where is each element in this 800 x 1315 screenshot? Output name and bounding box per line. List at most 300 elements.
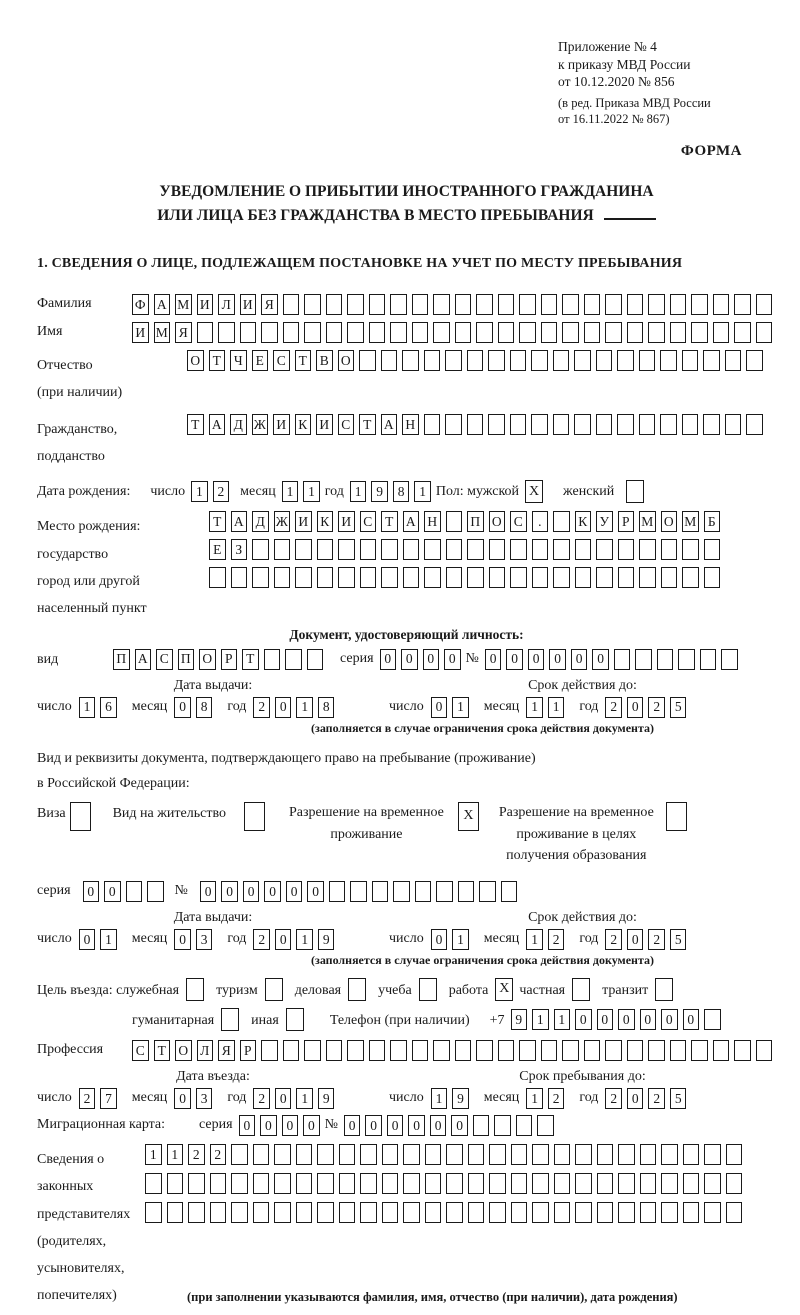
char-box[interactable]: 1 bbox=[526, 929, 543, 950]
char-box[interactable] bbox=[713, 1040, 730, 1061]
char-box[interactable] bbox=[510, 567, 527, 588]
char-box[interactable] bbox=[746, 414, 763, 435]
char-box[interactable] bbox=[455, 294, 472, 315]
char-box[interactable] bbox=[574, 414, 591, 435]
char-box[interactable] bbox=[627, 294, 644, 315]
char-box[interactable] bbox=[424, 414, 441, 435]
char-box[interactable] bbox=[403, 1144, 420, 1165]
char-box[interactable]: 7 bbox=[100, 1088, 117, 1109]
char-box[interactable] bbox=[682, 567, 699, 588]
char-box[interactable] bbox=[347, 322, 364, 343]
char-box[interactable]: 0 bbox=[104, 881, 121, 902]
char-box[interactable] bbox=[683, 1173, 700, 1194]
char-box[interactable]: С bbox=[338, 414, 355, 435]
char-box[interactable]: С bbox=[510, 511, 527, 532]
char-box[interactable]: Н bbox=[424, 511, 441, 532]
char-box[interactable] bbox=[468, 1202, 485, 1223]
char-box[interactable]: 0 bbox=[380, 649, 397, 670]
char-box[interactable] bbox=[746, 350, 763, 371]
char-box[interactable]: А bbox=[154, 294, 171, 315]
char-box[interactable]: 0 bbox=[423, 649, 440, 670]
char-box[interactable] bbox=[382, 1173, 399, 1194]
char-box[interactable] bbox=[296, 1144, 313, 1165]
char-box[interactable] bbox=[253, 1202, 270, 1223]
char-box[interactable]: 0 bbox=[275, 1088, 292, 1109]
char-box[interactable]: 9 bbox=[318, 1088, 335, 1109]
char-box[interactable] bbox=[596, 539, 613, 560]
char-box[interactable] bbox=[467, 350, 484, 371]
char-box[interactable]: Р bbox=[618, 511, 635, 532]
char-box[interactable] bbox=[605, 322, 622, 343]
char-box[interactable] bbox=[412, 322, 429, 343]
char-box[interactable]: Н bbox=[402, 414, 419, 435]
char-box[interactable]: П bbox=[178, 649, 195, 670]
char-box[interactable] bbox=[425, 1144, 442, 1165]
char-box[interactable] bbox=[424, 567, 441, 588]
char-box[interactable]: Е bbox=[209, 539, 226, 560]
char-box[interactable] bbox=[360, 539, 377, 560]
char-box[interactable]: 2 bbox=[548, 929, 565, 950]
char-box[interactable]: 0 bbox=[640, 1009, 657, 1030]
char-box[interactable] bbox=[274, 1202, 291, 1223]
char-box[interactable]: 1 bbox=[350, 481, 367, 502]
char-box[interactable] bbox=[476, 1040, 493, 1061]
char-box[interactable] bbox=[648, 294, 665, 315]
char-box[interactable]: 1 bbox=[296, 929, 313, 950]
char-box[interactable] bbox=[605, 294, 622, 315]
char-box[interactable] bbox=[519, 322, 536, 343]
char-box[interactable]: 2 bbox=[605, 929, 622, 950]
char-box[interactable] bbox=[253, 1144, 270, 1165]
char-box[interactable]: О bbox=[338, 350, 355, 371]
char-box[interactable] bbox=[562, 1040, 579, 1061]
char-box[interactable] bbox=[510, 350, 527, 371]
char-box[interactable] bbox=[390, 1040, 407, 1061]
char-box[interactable] bbox=[596, 414, 613, 435]
char-box[interactable] bbox=[326, 294, 343, 315]
char-box[interactable]: 8 bbox=[196, 697, 213, 718]
char-box[interactable]: С bbox=[156, 649, 173, 670]
char-box[interactable]: 0 bbox=[451, 1115, 468, 1136]
char-box[interactable] bbox=[501, 881, 518, 902]
char-box[interactable]: 1 bbox=[79, 697, 96, 718]
char-box[interactable]: Т bbox=[295, 350, 312, 371]
char-box[interactable] bbox=[369, 294, 386, 315]
char-box[interactable]: 2 bbox=[188, 1144, 205, 1165]
char-box[interactable]: 1 bbox=[282, 481, 299, 502]
char-box[interactable] bbox=[403, 1202, 420, 1223]
char-box[interactable]: 1 bbox=[532, 1009, 549, 1030]
char-box[interactable] bbox=[691, 294, 708, 315]
char-box[interactable] bbox=[307, 649, 324, 670]
visa-checkbox[interactable] bbox=[70, 802, 91, 831]
char-box[interactable]: О bbox=[661, 511, 678, 532]
char-box[interactable]: Ч bbox=[230, 350, 247, 371]
char-box[interactable] bbox=[721, 649, 738, 670]
char-box[interactable]: К bbox=[295, 414, 312, 435]
char-box[interactable] bbox=[703, 414, 720, 435]
char-box[interactable] bbox=[304, 1040, 321, 1061]
char-box[interactable] bbox=[402, 350, 419, 371]
char-box[interactable]: 0 bbox=[174, 697, 191, 718]
char-box[interactable] bbox=[240, 322, 257, 343]
char-box[interactable] bbox=[372, 881, 389, 902]
char-box[interactable] bbox=[360, 1173, 377, 1194]
char-box[interactable] bbox=[704, 539, 721, 560]
char-box[interactable] bbox=[145, 1202, 162, 1223]
char-box[interactable] bbox=[704, 1009, 721, 1030]
char-box[interactable] bbox=[734, 322, 751, 343]
char-box[interactable] bbox=[188, 1202, 205, 1223]
char-box[interactable] bbox=[382, 1202, 399, 1223]
char-box[interactable] bbox=[532, 1173, 549, 1194]
char-box[interactable] bbox=[304, 294, 321, 315]
char-box[interactable] bbox=[218, 322, 235, 343]
char-box[interactable] bbox=[575, 567, 592, 588]
purpose-business-checkbox[interactable] bbox=[348, 978, 366, 1001]
char-box[interactable] bbox=[575, 1202, 592, 1223]
char-box[interactable] bbox=[657, 649, 674, 670]
char-box[interactable] bbox=[446, 567, 463, 588]
char-box[interactable]: Т bbox=[187, 414, 204, 435]
char-box[interactable] bbox=[446, 511, 463, 532]
char-box[interactable] bbox=[734, 1040, 751, 1061]
char-box[interactable]: 9 bbox=[511, 1009, 528, 1030]
char-box[interactable] bbox=[661, 539, 678, 560]
char-box[interactable]: 1 bbox=[452, 697, 469, 718]
char-box[interactable]: 2 bbox=[253, 697, 270, 718]
purpose-tourism-checkbox[interactable] bbox=[265, 978, 283, 1001]
char-box[interactable] bbox=[575, 539, 592, 560]
char-box[interactable]: А bbox=[403, 511, 420, 532]
char-box[interactable] bbox=[537, 1115, 554, 1136]
char-box[interactable]: 0 bbox=[485, 649, 502, 670]
purpose-humanitarian-checkbox[interactable] bbox=[221, 1008, 239, 1031]
char-box[interactable] bbox=[467, 539, 484, 560]
char-box[interactable] bbox=[433, 322, 450, 343]
char-box[interactable] bbox=[145, 1173, 162, 1194]
char-box[interactable]: 1 bbox=[431, 1088, 448, 1109]
char-box[interactable] bbox=[317, 567, 334, 588]
char-box[interactable] bbox=[382, 1144, 399, 1165]
char-box[interactable]: 0 bbox=[174, 1088, 191, 1109]
char-box[interactable]: Д bbox=[230, 414, 247, 435]
char-box[interactable] bbox=[661, 1173, 678, 1194]
char-box[interactable]: 1 bbox=[191, 481, 208, 502]
char-box[interactable]: У bbox=[596, 511, 613, 532]
char-box[interactable] bbox=[283, 322, 300, 343]
char-box[interactable]: 0 bbox=[365, 1115, 382, 1136]
char-box[interactable]: О bbox=[489, 511, 506, 532]
char-box[interactable] bbox=[670, 294, 687, 315]
char-box[interactable]: 2 bbox=[648, 697, 665, 718]
char-box[interactable] bbox=[433, 1040, 450, 1061]
char-box[interactable]: А bbox=[135, 649, 152, 670]
char-box[interactable] bbox=[296, 1173, 313, 1194]
char-box[interactable] bbox=[683, 1202, 700, 1223]
char-box[interactable]: 0 bbox=[627, 1088, 644, 1109]
char-box[interactable] bbox=[574, 350, 591, 371]
char-box[interactable] bbox=[726, 1173, 743, 1194]
char-box[interactable] bbox=[618, 1202, 635, 1223]
char-box[interactable] bbox=[425, 1202, 442, 1223]
char-box[interactable] bbox=[639, 567, 656, 588]
char-box[interactable] bbox=[661, 1202, 678, 1223]
char-box[interactable] bbox=[339, 1144, 356, 1165]
char-box[interactable] bbox=[704, 1202, 721, 1223]
char-box[interactable]: 1 bbox=[167, 1144, 184, 1165]
char-box[interactable]: 1 bbox=[452, 929, 469, 950]
char-box[interactable]: 0 bbox=[307, 881, 324, 902]
char-box[interactable]: 2 bbox=[648, 929, 665, 950]
char-box[interactable] bbox=[713, 294, 730, 315]
char-box[interactable]: Ж bbox=[252, 414, 269, 435]
char-box[interactable] bbox=[640, 1173, 657, 1194]
char-box[interactable] bbox=[425, 1173, 442, 1194]
char-box[interactable]: Л bbox=[218, 294, 235, 315]
char-box[interactable] bbox=[516, 1115, 533, 1136]
char-box[interactable] bbox=[489, 567, 506, 588]
char-box[interactable]: 0 bbox=[282, 1115, 299, 1136]
char-box[interactable]: А bbox=[381, 414, 398, 435]
char-box[interactable]: 6 bbox=[100, 697, 117, 718]
char-box[interactable]: 8 bbox=[393, 481, 410, 502]
char-box[interactable] bbox=[424, 350, 441, 371]
char-box[interactable] bbox=[317, 1173, 334, 1194]
char-box[interactable] bbox=[584, 322, 601, 343]
char-box[interactable]: Я bbox=[175, 322, 192, 343]
char-box[interactable]: 1 bbox=[296, 1088, 313, 1109]
char-box[interactable] bbox=[489, 539, 506, 560]
char-box[interactable] bbox=[639, 350, 656, 371]
char-box[interactable] bbox=[467, 414, 484, 435]
char-box[interactable] bbox=[682, 350, 699, 371]
char-box[interactable] bbox=[231, 1202, 248, 1223]
char-box[interactable] bbox=[597, 1144, 614, 1165]
char-box[interactable] bbox=[317, 1202, 334, 1223]
char-box[interactable]: Е bbox=[252, 350, 269, 371]
char-box[interactable] bbox=[682, 539, 699, 560]
char-box[interactable] bbox=[468, 1173, 485, 1194]
char-box[interactable] bbox=[756, 294, 773, 315]
char-box[interactable]: 0 bbox=[597, 1009, 614, 1030]
char-box[interactable] bbox=[725, 414, 742, 435]
char-box[interactable]: 0 bbox=[275, 697, 292, 718]
char-box[interactable] bbox=[683, 1144, 700, 1165]
char-box[interactable] bbox=[390, 294, 407, 315]
char-box[interactable] bbox=[489, 1173, 506, 1194]
char-box[interactable] bbox=[596, 350, 613, 371]
char-box[interactable] bbox=[424, 539, 441, 560]
char-box[interactable] bbox=[317, 1144, 334, 1165]
char-box[interactable]: 0 bbox=[575, 1009, 592, 1030]
char-box[interactable] bbox=[553, 350, 570, 371]
char-box[interactable] bbox=[231, 1144, 248, 1165]
char-box[interactable] bbox=[381, 350, 398, 371]
char-box[interactable] bbox=[682, 414, 699, 435]
char-box[interactable] bbox=[700, 649, 717, 670]
char-box[interactable]: 9 bbox=[452, 1088, 469, 1109]
sex-male-checkbox[interactable]: X bbox=[525, 480, 543, 503]
char-box[interactable] bbox=[347, 1040, 364, 1061]
char-box[interactable]: 0 bbox=[83, 881, 100, 902]
char-box[interactable] bbox=[210, 1173, 227, 1194]
char-box[interactable]: К bbox=[575, 511, 592, 532]
char-box[interactable] bbox=[489, 1202, 506, 1223]
char-box[interactable] bbox=[498, 322, 515, 343]
char-box[interactable] bbox=[617, 350, 634, 371]
char-box[interactable]: 0 bbox=[303, 1115, 320, 1136]
char-box[interactable] bbox=[494, 1115, 511, 1136]
char-box[interactable] bbox=[476, 294, 493, 315]
char-box[interactable] bbox=[393, 881, 410, 902]
char-box[interactable] bbox=[167, 1173, 184, 1194]
char-box[interactable]: 0 bbox=[444, 649, 461, 670]
char-box[interactable] bbox=[369, 1040, 386, 1061]
char-box[interactable] bbox=[725, 350, 742, 371]
char-box[interactable]: И bbox=[197, 294, 214, 315]
char-box[interactable] bbox=[553, 539, 570, 560]
char-box[interactable] bbox=[597, 1202, 614, 1223]
char-box[interactable]: 0 bbox=[528, 649, 545, 670]
char-box[interactable] bbox=[618, 567, 635, 588]
char-box[interactable] bbox=[532, 567, 549, 588]
char-box[interactable]: А bbox=[209, 414, 226, 435]
char-box[interactable]: П bbox=[467, 511, 484, 532]
char-box[interactable] bbox=[283, 1040, 300, 1061]
char-box[interactable]: Я bbox=[218, 1040, 235, 1061]
char-box[interactable]: Л bbox=[197, 1040, 214, 1061]
char-box[interactable]: 2 bbox=[253, 929, 270, 950]
char-box[interactable] bbox=[274, 567, 291, 588]
char-box[interactable]: К bbox=[317, 511, 334, 532]
char-box[interactable]: 0 bbox=[344, 1115, 361, 1136]
char-box[interactable]: 0 bbox=[275, 929, 292, 950]
char-box[interactable] bbox=[541, 294, 558, 315]
char-box[interactable] bbox=[661, 1144, 678, 1165]
char-box[interactable]: Т bbox=[154, 1040, 171, 1061]
char-box[interactable] bbox=[519, 294, 536, 315]
char-box[interactable] bbox=[532, 1202, 549, 1223]
char-box[interactable] bbox=[274, 539, 291, 560]
char-box[interactable] bbox=[326, 322, 343, 343]
char-box[interactable]: Т bbox=[359, 414, 376, 435]
char-box[interactable] bbox=[338, 539, 355, 560]
char-box[interactable] bbox=[339, 1173, 356, 1194]
char-box[interactable]: 5 bbox=[670, 1088, 687, 1109]
char-box[interactable] bbox=[369, 322, 386, 343]
char-box[interactable]: В bbox=[316, 350, 333, 371]
char-box[interactable]: Б bbox=[704, 511, 721, 532]
char-box[interactable] bbox=[596, 567, 613, 588]
char-box[interactable] bbox=[283, 294, 300, 315]
char-box[interactable]: И bbox=[132, 322, 149, 343]
char-box[interactable] bbox=[541, 322, 558, 343]
char-box[interactable]: Ж bbox=[274, 511, 291, 532]
char-box[interactable]: 0 bbox=[260, 1115, 277, 1136]
char-box[interactable] bbox=[326, 1040, 343, 1061]
char-box[interactable] bbox=[317, 539, 334, 560]
char-box[interactable]: 0 bbox=[79, 929, 96, 950]
char-box[interactable]: М bbox=[639, 511, 656, 532]
char-box[interactable] bbox=[635, 649, 652, 670]
purpose-work-checkbox[interactable]: X bbox=[495, 978, 513, 1001]
char-box[interactable] bbox=[231, 1173, 248, 1194]
char-box[interactable] bbox=[329, 881, 346, 902]
char-box[interactable]: 2 bbox=[213, 481, 230, 502]
char-box[interactable] bbox=[670, 322, 687, 343]
char-box[interactable] bbox=[553, 567, 570, 588]
temp-permit-checkbox[interactable]: X bbox=[458, 802, 479, 831]
char-box[interactable] bbox=[347, 294, 364, 315]
char-box[interactable] bbox=[618, 539, 635, 560]
char-box[interactable]: . bbox=[532, 511, 549, 532]
char-box[interactable] bbox=[678, 649, 695, 670]
char-box[interactable] bbox=[618, 1144, 635, 1165]
char-box[interactable]: О bbox=[175, 1040, 192, 1061]
char-box[interactable] bbox=[713, 322, 730, 343]
char-box[interactable] bbox=[562, 294, 579, 315]
char-box[interactable] bbox=[575, 1173, 592, 1194]
char-box[interactable] bbox=[532, 539, 549, 560]
char-box[interactable] bbox=[639, 539, 656, 560]
char-box[interactable] bbox=[531, 414, 548, 435]
char-box[interactable] bbox=[704, 1173, 721, 1194]
char-box[interactable] bbox=[670, 1040, 687, 1061]
char-box[interactable] bbox=[304, 322, 321, 343]
char-box[interactable] bbox=[446, 1144, 463, 1165]
char-box[interactable] bbox=[285, 649, 302, 670]
char-box[interactable]: А bbox=[231, 511, 248, 532]
char-box[interactable] bbox=[147, 881, 164, 902]
char-box[interactable]: 0 bbox=[174, 929, 191, 950]
char-box[interactable] bbox=[252, 567, 269, 588]
char-box[interactable]: 1 bbox=[526, 697, 543, 718]
char-box[interactable] bbox=[445, 414, 462, 435]
char-box[interactable] bbox=[403, 1173, 420, 1194]
char-box[interactable] bbox=[691, 322, 708, 343]
char-box[interactable]: 1 bbox=[303, 481, 320, 502]
char-box[interactable] bbox=[541, 1040, 558, 1061]
char-box[interactable]: Т bbox=[209, 350, 226, 371]
char-box[interactable] bbox=[458, 881, 475, 902]
char-box[interactable] bbox=[703, 350, 720, 371]
char-box[interactable] bbox=[553, 511, 570, 532]
char-box[interactable] bbox=[473, 1115, 490, 1136]
char-box[interactable] bbox=[403, 539, 420, 560]
char-box[interactable]: 1 bbox=[145, 1144, 162, 1165]
char-box[interactable]: 9 bbox=[318, 929, 335, 950]
char-box[interactable]: 2 bbox=[605, 1088, 622, 1109]
char-box[interactable] bbox=[531, 350, 548, 371]
purpose-transit-checkbox[interactable] bbox=[655, 978, 673, 1001]
char-box[interactable] bbox=[126, 881, 143, 902]
char-box[interactable] bbox=[446, 539, 463, 560]
char-box[interactable] bbox=[209, 567, 226, 588]
char-box[interactable] bbox=[412, 1040, 429, 1061]
char-box[interactable] bbox=[274, 1144, 291, 1165]
char-box[interactable]: Р bbox=[240, 1040, 257, 1061]
char-box[interactable]: З bbox=[231, 539, 248, 560]
char-box[interactable] bbox=[295, 539, 312, 560]
char-box[interactable]: 2 bbox=[648, 1088, 665, 1109]
char-box[interactable] bbox=[360, 1202, 377, 1223]
char-box[interactable]: И bbox=[338, 511, 355, 532]
char-box[interactable] bbox=[554, 1173, 571, 1194]
purpose-study-checkbox[interactable] bbox=[419, 978, 437, 1001]
char-box[interactable] bbox=[412, 294, 429, 315]
char-box[interactable]: 0 bbox=[592, 649, 609, 670]
